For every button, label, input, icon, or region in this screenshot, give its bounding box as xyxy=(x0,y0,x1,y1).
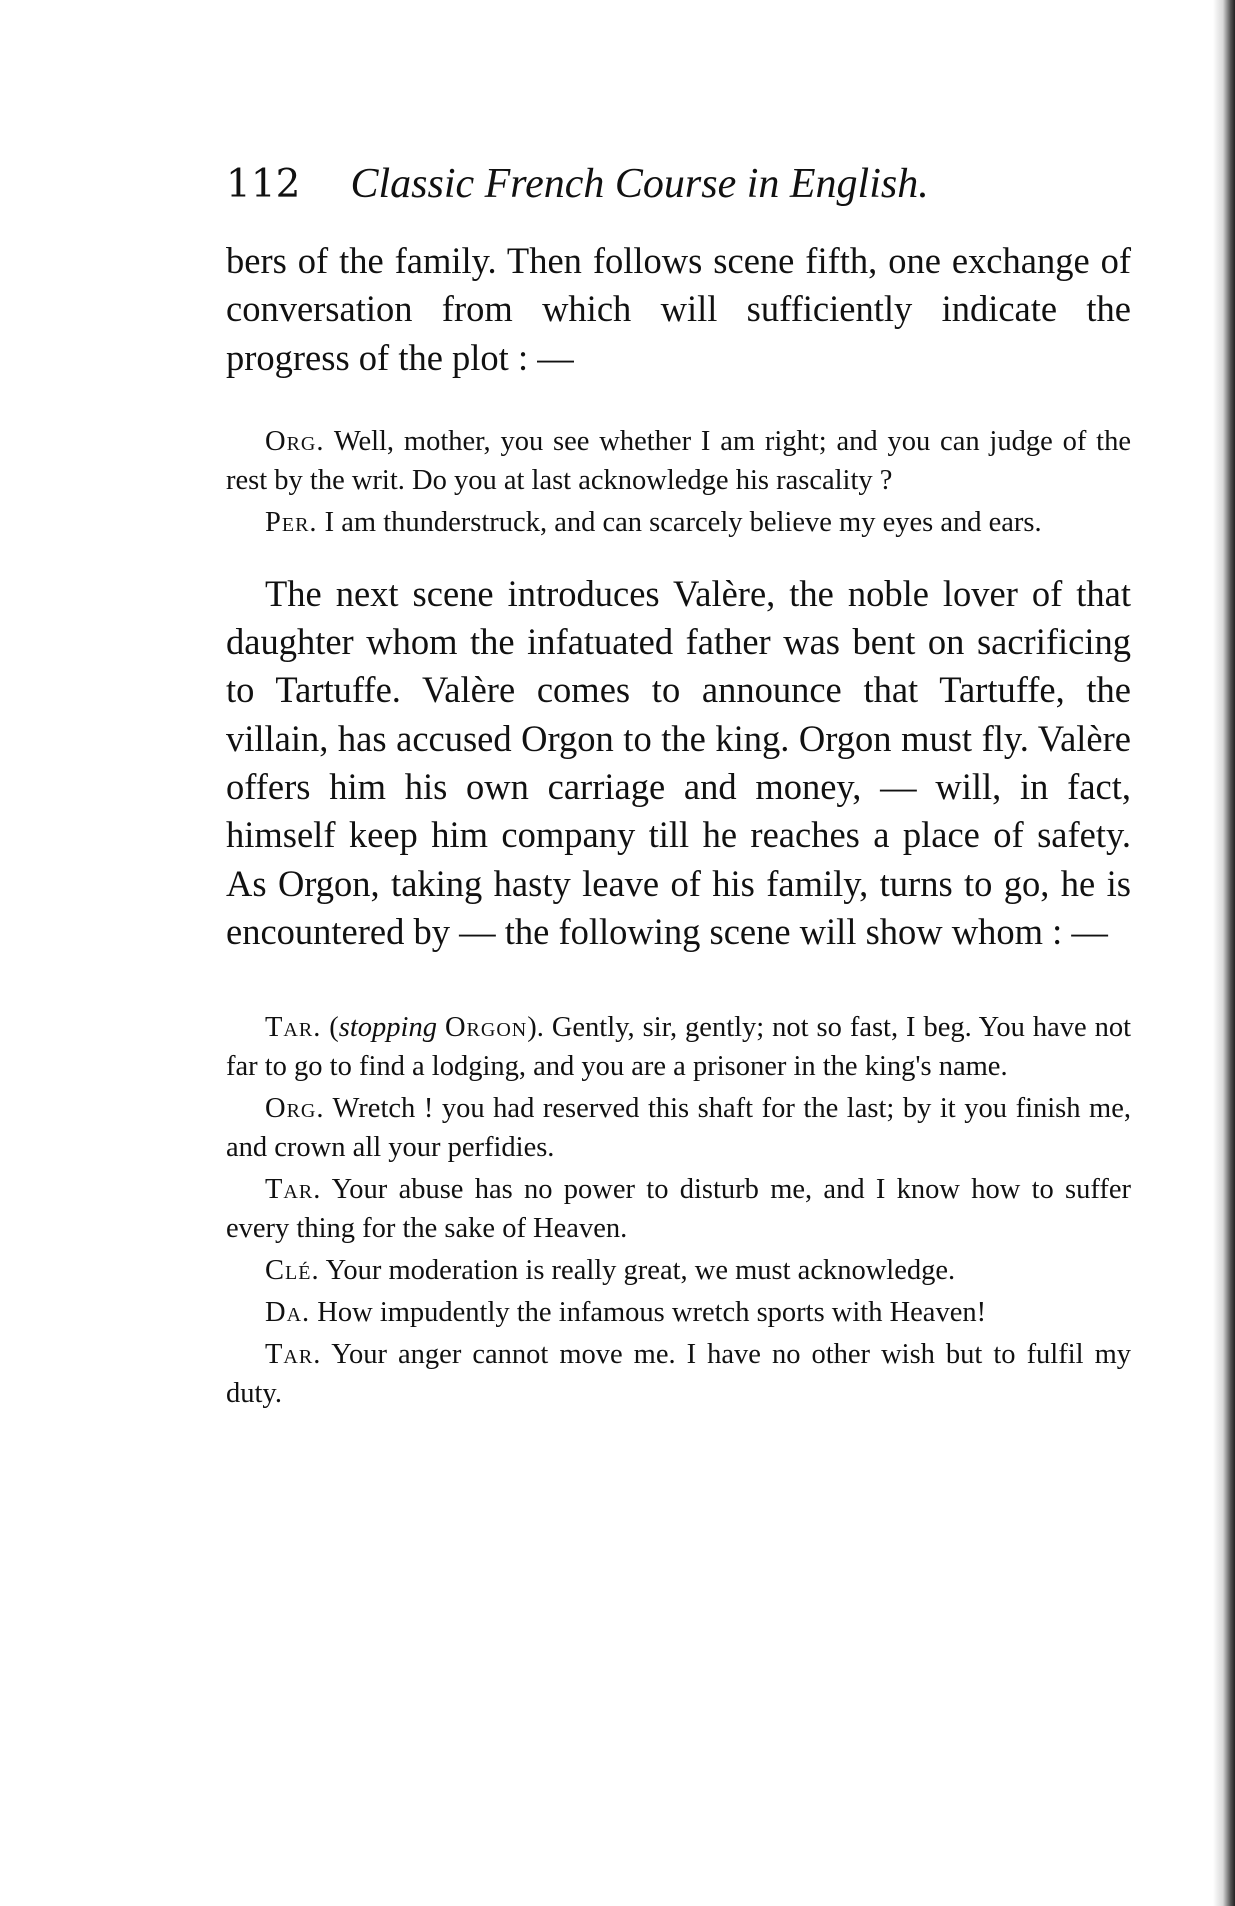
dialogue-line xyxy=(226,422,1131,500)
dialogue-line xyxy=(226,1170,1131,1248)
speech-text: Your moderation is really great, we must acknowledge. xyxy=(325,1255,956,1287)
paragraph-2: The next scene introduces Valère, the noble lover of that daughter whom the infatuated father was bent on sacrificing to Tartuffe. Valère comes to announce that Tartuffe, the villain, has accused Orgon to the king. Orgon must fly. Valère offers him his own carriage and money, — will, in fact, himself keep him company till he reaches a place of safety. As Orgon, taking hasty leave of his family, turns to go, he is encountered by — the following scene will show whom : — xyxy=(226,572,1131,952)
speaker-label: Org. xyxy=(265,1093,325,1125)
speaker-label: Clé. xyxy=(265,1255,320,1287)
speaker-label: Org. xyxy=(265,425,325,457)
speech-text: I am thunderstruck, and can scarcely believe my eyes and ears. xyxy=(324,506,1042,538)
speech-text: How impudently the infamous wretch sports with Heaven! xyxy=(317,1297,987,1329)
speaker-label: Tar. xyxy=(265,1012,322,1044)
running-title: Classic French Course in English. xyxy=(350,161,929,207)
running-head xyxy=(226,160,1131,209)
speaker-label: Tar. xyxy=(265,1339,322,1371)
stage-direction: (stopping Orgon). xyxy=(329,1012,544,1044)
speech-text: Your anger cannot move me. I have no other wish but to fulfil my duty. xyxy=(226,1339,1131,1410)
speech-text: Your abuse has no power to disturb me, and I know how to suffer every thing for the sake of Heaven. xyxy=(226,1174,1131,1245)
speaker-label: Tar. xyxy=(265,1174,322,1206)
page-edge-shadow xyxy=(1213,0,1235,1906)
speech-text: Gently, sir, gently; not so fast, I beg. You have not far to go to find a lodging, and you are a prisoner in the king's name. xyxy=(226,1012,1132,1083)
dialogue-block-1 xyxy=(226,422,1131,542)
dialogue-line xyxy=(226,1251,1131,1290)
paragraph-1: bers of the family. Then follows scene fifth, one exchange of conversation from which will sufficiently indicate the progress of the plot : — xyxy=(226,240,1131,378)
dialogue-line xyxy=(226,1089,1131,1167)
dialogue-line xyxy=(226,1008,1131,1086)
speaker-label: Per. xyxy=(265,506,318,538)
stage-direction-name: Orgon xyxy=(444,1012,528,1044)
speaker-label: Da. xyxy=(265,1297,311,1329)
dialogue-block-2 xyxy=(226,1008,1131,1413)
page-number: 112 xyxy=(226,162,301,207)
stage-direction-verb: stopping xyxy=(338,1012,437,1044)
speech-text: Well, mother, you see whether I am right; and you can judge of the rest by the writ. Do you at last acknowledge his rascality ? xyxy=(226,425,1131,496)
dialogue-line xyxy=(226,1335,1131,1413)
book-page xyxy=(226,160,1131,1416)
speech-text: Wretch ! you had reserved this shaft for the last; by it you finish me, and crown all your perfidies. xyxy=(226,1093,1131,1164)
dialogue-line xyxy=(226,503,1131,542)
dialogue-line xyxy=(226,1293,1131,1332)
